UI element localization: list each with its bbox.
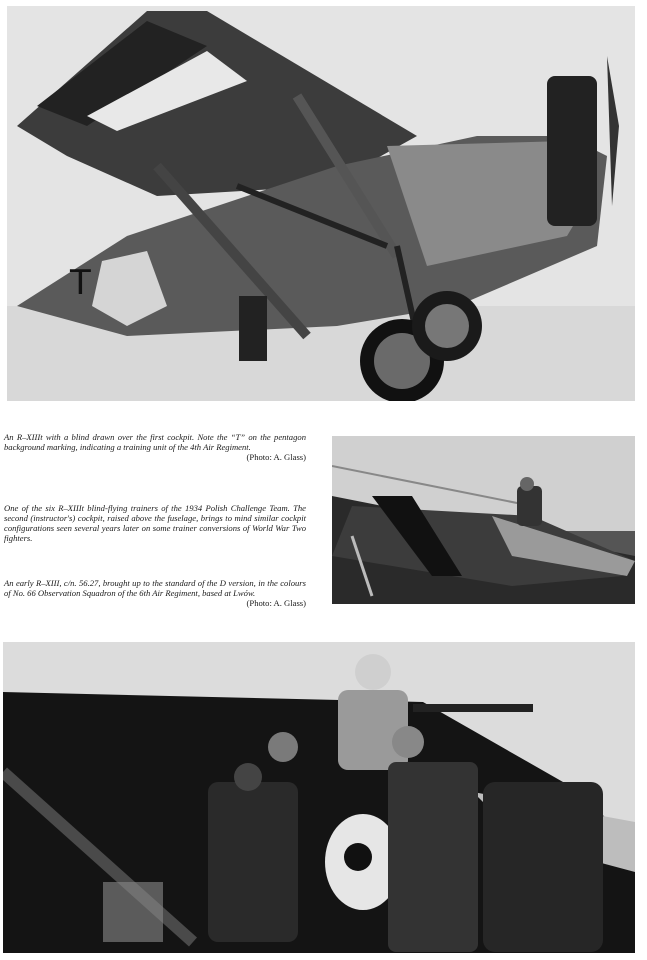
photo-squadron-group	[3, 642, 635, 953]
photo-blind-flying-trainer	[332, 436, 635, 604]
caption-text: An early R–XIII, c/n. 56.27, brought up to the standard of the D version, in the colours of No. 66 Observation Squadron of the 6th Air Regiment, based at Lwów.	[4, 578, 306, 598]
caption-text: An R–XIIIt with a blind drawn over the first cockpit. Note the “T” on the pentagon background marking, indicating a training unit of the 4th Air Regiment.	[4, 432, 306, 452]
photo-credit: (Photo: A. Glass)	[246, 452, 306, 462]
photo-top-aircraft	[7, 6, 635, 401]
photo-credit: (Photo: A. Glass)	[246, 598, 306, 608]
caption-observation-squadron	[4, 578, 306, 608]
caption-training-unit	[4, 432, 306, 462]
trainer-photo-illustration	[332, 436, 635, 604]
aircraft-photo-illustration	[7, 6, 635, 401]
group-photo-illustration	[3, 642, 635, 953]
caption-polish-challenge-team	[4, 503, 306, 543]
svg-text:T: T	[70, 263, 91, 303]
caption-text: One of the six R–XIIIt blind-flying trainers of the 1934 Polish Challenge Team. The second (instructor's) cockpit, raised above the fuselage, brings to mind similar cockpit configurations seen several years later on some trainer conversions of World War Two fighters.	[4, 503, 306, 543]
